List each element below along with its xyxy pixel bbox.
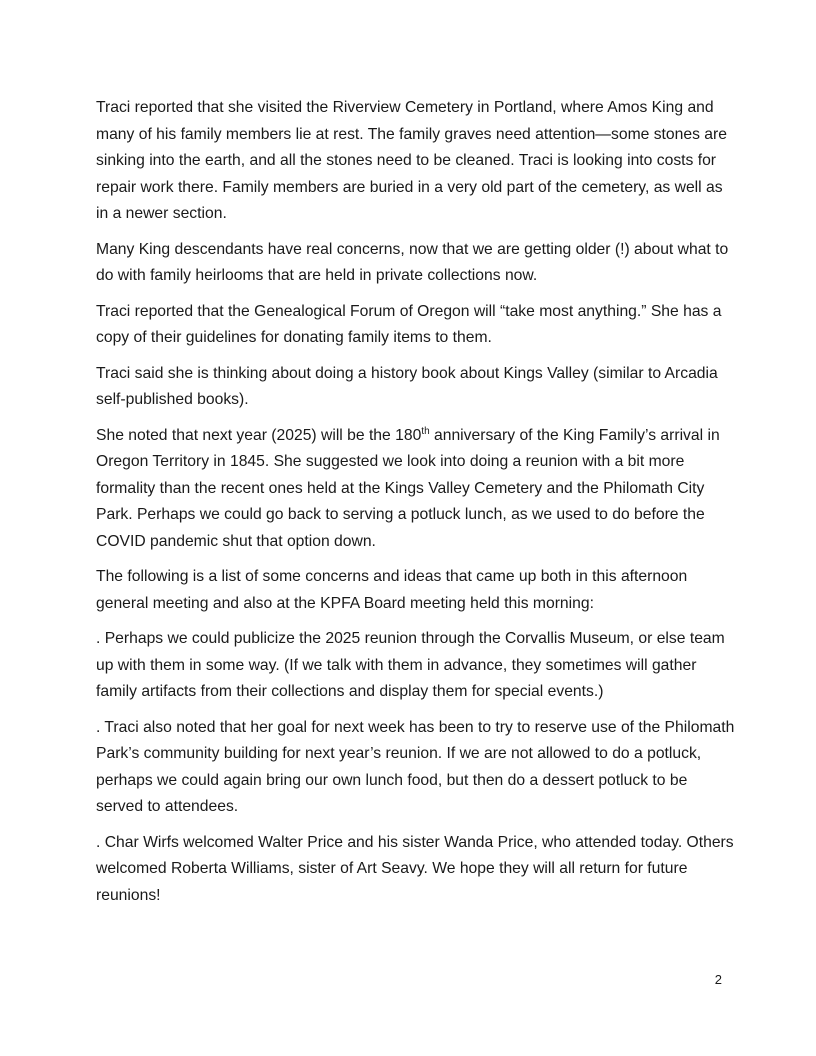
anniversary-text-after: anniversary of the King Family’s arrival in Oregon Territory in 1845. She suggested we look into doing a reunion with a bit more formality than the recent ones held at the Kings Valley Cemetery and the Philomath City Park. Perhaps we could go back to serving a potluck lunch, as we used to do before the COVID pandemic shut that option down. (96, 426, 720, 550)
document-body (96, 95, 736, 918)
page-number: 2 (714, 972, 722, 987)
list-item-philomath-park: . Traci also noted that her goal for next week has been to try to reserve use of the Philomath Park’s community building for next year’s reunion. If we are not allowed to do a potluck, perhaps we could again bring our own lunch food, but then do a dessert potluck to be served to attendees. (96, 718, 735, 815)
list-item-welcomes: . Char Wirfs welcomed Walter Price and his sister Wanda Price, who attended today. Others welcomed Roberta Williams, sister of Art Seavy. We hope they will all return for future reunions! (96, 833, 734, 904)
list-item-corvallis-museum: . Perhaps we could publicize the 2025 reunion through the Corvallis Museum, or else team up with them in some way. (If we talk with them in advance, they sometimes will gather family artifacts from their collections and display them for special events.) (96, 630, 725, 700)
paragraph-list-intro: The following is a list of some concerns and ideas that came up both in this afternoon general meeting and also at the KPFA Board meeting held this morning: (96, 568, 688, 612)
paragraph-anniversary-reunion (96, 423, 736, 556)
paragraph-history-book: Traci said she is thinking about doing a history book about Kings Valley (similar to Arcadia self-published books). (96, 364, 718, 408)
paragraph-genealogical-forum: Traci reported that the Genealogical Forum of Oregon will “take most anything.” She has a copy of their guidelines for donating family items to them. (96, 302, 722, 346)
paragraph-cemetery-visit: Traci reported that she visited the Riverview Cemetery in Portland, where Amos King and many of his family members lie at rest. The family graves need attention—some stones are sinking into the earth, and all the stones need to be cleaned. Traci is looking into costs for repair work there. Family members are buried in a very old part of the cemetery, as well as in a newer section. (96, 99, 727, 222)
anniversary-text-before: She noted that next year (2025) will be the 180 (96, 426, 422, 444)
ordinal-suffix: th (421, 425, 430, 437)
paragraph-heirloom-concerns: Many King descendants have real concerns, now that we are getting older (!) about what to do with family heirlooms that are held in private collections now. (96, 240, 729, 284)
